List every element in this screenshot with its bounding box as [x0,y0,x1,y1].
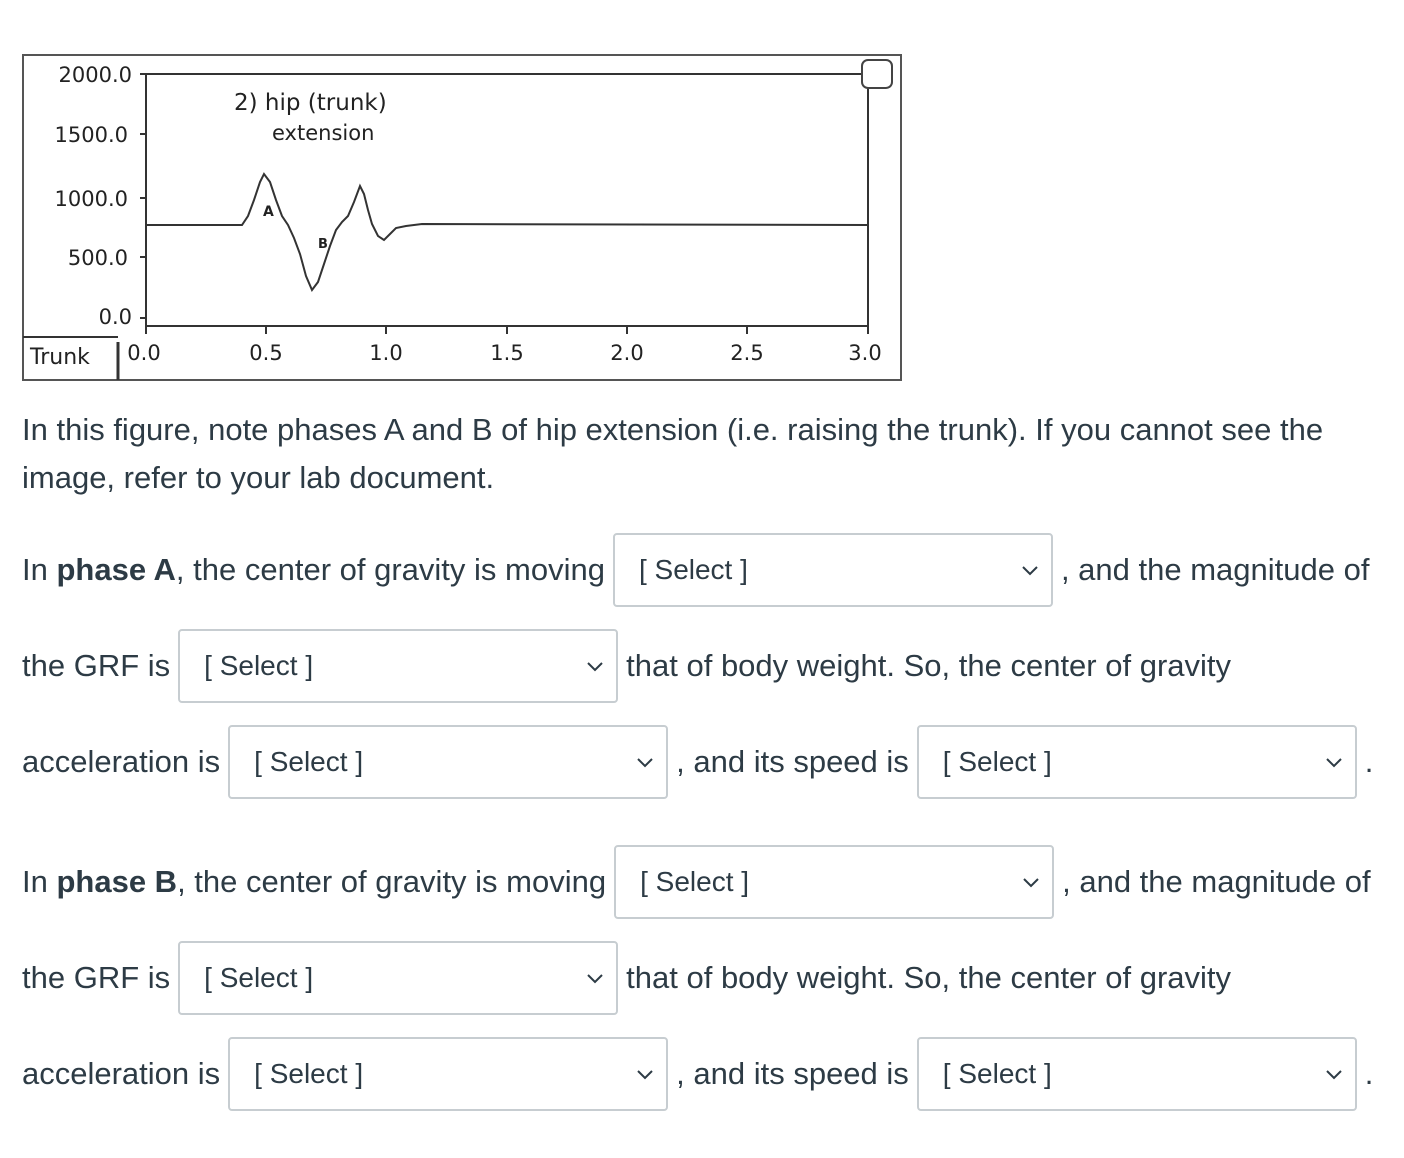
phase-b-speed-select[interactable] [917,1037,1357,1111]
phase-a-acceleration-select[interactable] [228,725,668,799]
chevron-down-icon [634,751,656,773]
phase-b-line-2 [22,940,1231,1016]
select-placeholder: [ Select ] [942,1058,1052,1089]
phase-b-marker: B [318,237,328,252]
select-placeholder: [ Select ] [640,866,750,897]
phase-b-label: phase B [56,864,178,899]
x-tick-label-15: 1.5 [490,341,524,365]
select-placeholder: [ Select ] [942,746,1052,777]
chevron-down-icon [584,967,606,989]
x-tick-label-05: 0.5 [249,341,283,365]
phase-a-lead-in: In phase A, the center of gravity is moving [22,552,605,587]
row-label-trunk: Trunk [30,345,90,370]
phase-b-accel-text: acceleration is [22,1056,221,1091]
corner-handle [862,60,892,88]
select-placeholder: [ Select ] [254,746,364,777]
chevron-down-icon [634,1063,656,1085]
y-tick-label-2000: 2000.0 [58,63,132,87]
select-placeholder: [ Select ] [638,554,748,585]
phase-b-magnitude-text: , and the magnitude of [1062,864,1371,899]
phase-a-marker: A [263,204,274,220]
x-tick-label-0: 0.0 [127,341,161,365]
figure-annotation-title: 2) hip (trunk) [234,90,387,116]
y-tick-label-1500: 1500.0 [54,123,128,147]
phase-b-direction-select[interactable] [614,845,1054,919]
phase-b-acceleration-select[interactable] [228,1037,668,1111]
phase-a-magnitude-text: , and the magnitude of [1060,552,1370,587]
phase-b-line-1 [22,844,1371,920]
figure-graph [22,54,904,382]
phase-a-period: . [1364,744,1374,779]
phase-a-label: phase A [56,552,176,587]
chevron-down-icon [1020,871,1042,893]
phase-b-period: . [1364,1056,1374,1091]
chevron-down-icon [1323,751,1345,773]
phase-b-line-3 [22,1036,1373,1112]
phase-b-lead-in: In phase B, the center of gravity is moving [22,864,607,899]
x-tick-label-2: 2.0 [610,341,644,365]
phase-b-grf-select[interactable] [178,941,618,1015]
x-tick-label-1: 1.0 [369,341,403,365]
y-tick-label-500: 500.0 [67,246,128,270]
phase-b-grf-text: the GRF is [22,960,171,995]
phase-a-direction-select[interactable] [613,533,1053,607]
hip-extension-figure [22,54,904,382]
select-placeholder: [ Select ] [254,1058,364,1089]
phase-b-body-weight-text: that of body weight. So, the center of gravity [626,960,1232,995]
phase-a-speed-text: , and its speed is [676,744,909,779]
phase-a-grf-select[interactable] [178,629,618,703]
phase-a-line-3 [22,724,1373,800]
phase-a-body-weight-text: that of body weight. So, the center of gravity [626,648,1232,683]
y-tick-label-0: 0.0 [98,305,132,329]
phase-a-line-1 [22,532,1369,608]
x-tick-label-25: 2.5 [730,341,764,365]
phase-a-accel-text: acceleration is [22,744,221,779]
x-tick-label-3: 3.0 [848,341,882,365]
select-placeholder: [ Select ] [204,650,314,681]
phase-b-speed-text: , and its speed is [676,1056,909,1091]
y-tick-label-1000: 1000.0 [54,187,128,211]
select-placeholder: [ Select ] [204,962,314,993]
phase-a-line-2 [22,628,1231,704]
chevron-down-icon [1019,559,1041,581]
phase-a-speed-select[interactable] [917,725,1357,799]
chevron-down-icon [584,655,606,677]
figure-caption: In this figure, note phases A and B of hip extension (i.e. raising the trunk). If you cannot see the image, refer to your lab document. [22,412,1324,495]
chevron-down-icon [1323,1063,1345,1085]
figure-frame [23,55,901,380]
phase-a-grf-text: the GRF is [22,648,171,683]
figure-annotation-subtitle: extension [272,121,375,145]
